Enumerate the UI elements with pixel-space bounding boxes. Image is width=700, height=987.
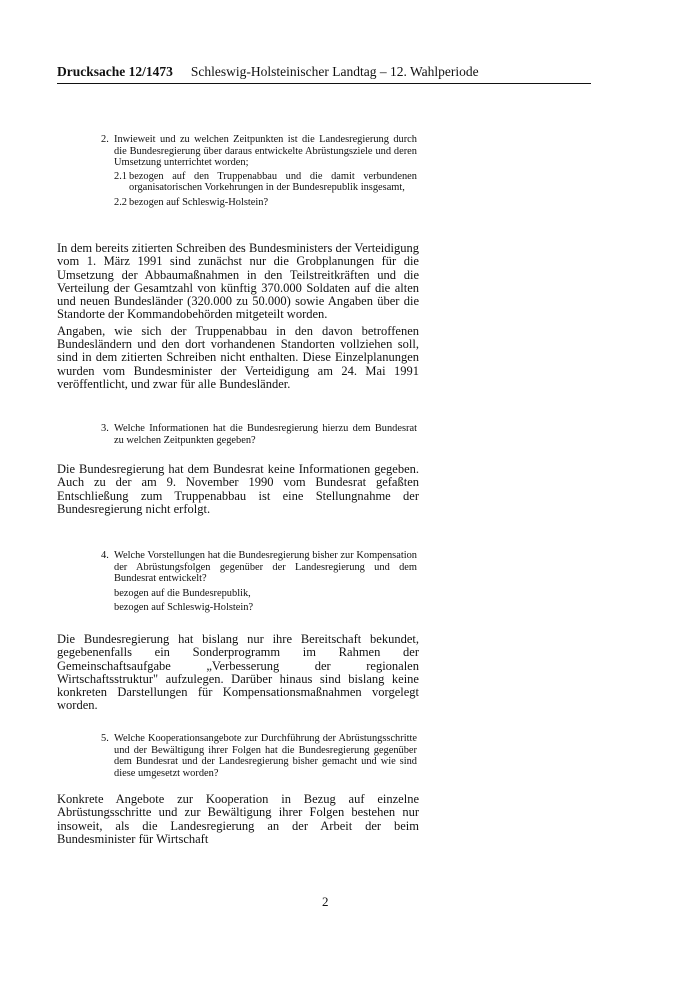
answer-paragraph: In dem bereits zitierten Schreiben des Bundesministers der Verteidigung vom 1. März 1991 sind zunächst nur die Grobplanungen für die Umsetzung der Abbaumaßnahmen in den Teilstreitkräften und die Verteilung der Gesamtzahl von künftig 370.000 Soldaten auf die alten und neuen Bundesländer (320.000 zu 50.000) sowie Angaben über die Standorte der Kommandobehörden mitgeteilt worden.	[57, 241, 419, 322]
question-number: 5.	[101, 733, 109, 744]
answer-paragraph: Angaben, wie sich der Truppenabbau in den davon betroffenen Bundesländern und den dort vorhandenen Standorten vollziehen soll, sind in dem zitierten Schreiben nicht enthalten. Diese Einzelplanungen wurden vom Bundesminister der Verteidigung am 24. Mai 1991 veröffentlicht, und zwar für alle Bundesländer.	[57, 323, 419, 391]
subquestion-number: 2.1	[114, 170, 127, 182]
question-4	[101, 550, 417, 614]
subquestion-text: bezogen auf Schleswig-Holstein?	[129, 196, 269, 208]
answer-paragraph: Die Bundesregierung hat dem Bundesrat keine Informationen gegeben. Auch zu der am 9. November 1990 vom Bundesrat gefaßten Entschließung zum Truppenabbau ist eine Stellungnahme der Bundesregierung nicht erfolgt.	[57, 462, 419, 516]
subquestion-2-1	[114, 171, 417, 194]
question-text: Welche Informationen hat die Bundesregierung hierzu dem Bundesrat zu welchen Zeitpunkten gegeben?	[114, 423, 417, 446]
question-number: 2.	[101, 134, 109, 145]
question-text: Welche Kooperationsangebote zur Durchführung der Abrüstungsschritte und der Bewältigung ihrer Folgen hat die Bundesregierung gegenüber dem Bundesrat und der Landesregierung bisher gemacht und wie sind diese umgesetzt worden?	[114, 733, 417, 779]
answer-5	[57, 793, 419, 849]
document-number: Drucksache 12/1473	[57, 64, 173, 79]
page-number: 2	[322, 894, 329, 909]
question-number: 4.	[101, 550, 109, 561]
answer-3	[57, 463, 419, 519]
answer-paragraph: Die Bundesregierung hat bislang nur ihre Bereitschaft bekundet, gegebenenfalls ein Sonderprogramm im Rahmen der Gemeinschaftsaufgabe „Verbesserung der regionalen Wirtschaftsstruktur" aufzulegen. Darüber hinaus sind bislang keine konkreten Darstellungen für Kompensationsmaßnahmen vorgelegt worden.	[57, 632, 419, 713]
answer-paragraph: Konkrete Angebote zur Kooperation in Bezug auf einzelne Abrüstungsschritte und zur Bewältigung ihrer Folgen bestehen nur insoweit, als die Landesregierung an der Arbeit der beim Bundesminister für Wirtschaft	[57, 792, 419, 846]
subquestion-number: 2.2	[114, 196, 127, 208]
question-text: Inwieweit und zu welchen Zeitpunkten ist die Landesregierung durch die Bundesregierung über daraus entwickelte Abrüstungsziele und deren Umsetzung unterrichtet worden;	[114, 134, 417, 169]
page-header	[57, 64, 591, 84]
question-number: 3.	[101, 423, 109, 434]
header-title: Schleswig-Holsteinischer Landtag – 12. Wahlperiode	[190, 64, 479, 79]
question-3	[101, 423, 417, 446]
answer-2	[57, 242, 419, 394]
question-text: Welche Vorstellungen hat die Bundesregierung bisher zur Kompensation der Abrüstungsfolgen gegenüber der Landesregierung und dem Bundesrat entwickelt?	[114, 550, 417, 585]
question-5	[101, 733, 417, 779]
subquestion-2-2	[114, 197, 417, 209]
question-2	[101, 134, 417, 209]
subquestion-text: bezogen auf den Truppenabbau und die damit verbundenen organisatorischen Vorkehrungen in der Bundesrepublik insgesamt,	[129, 170, 417, 194]
question-line: bezogen auf Schleswig-Holstein?	[114, 602, 254, 614]
question-line: bezogen auf die Bundesrepublik,	[114, 587, 251, 599]
answer-4	[57, 633, 419, 716]
